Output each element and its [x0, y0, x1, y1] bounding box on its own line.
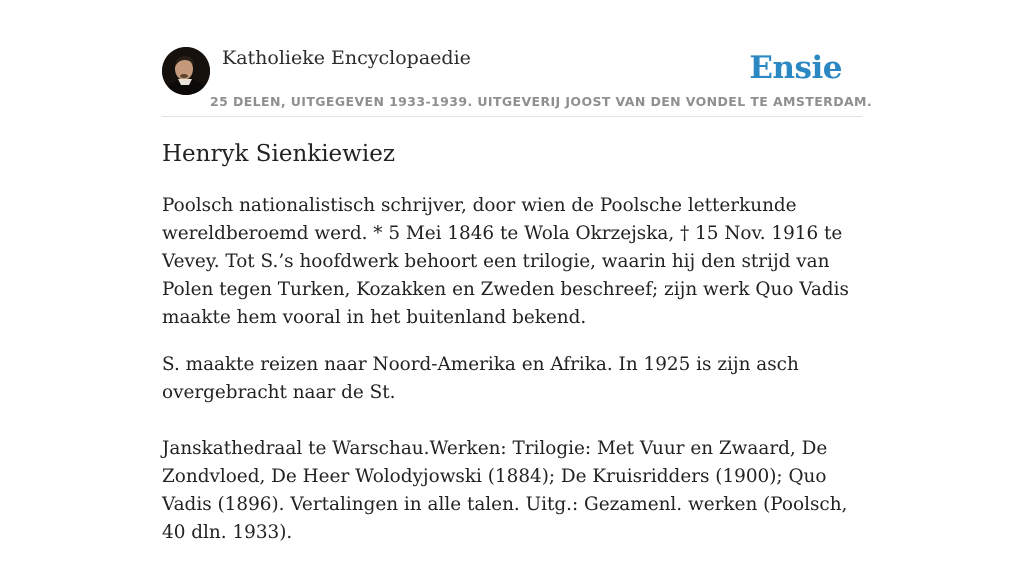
article-paragraph: Poolsch nationalistisch schrijver, door wien de Poolsche letterkunde wereldberoemd werd. * 5 Mei 1846 te Wola Okrzejska, † 15 Nov. 1916 te Vevey. Tot S.’s hoofdwerk behoort een trilogie, waarin hij den strijd van Polen tegen Turken, Kozakken en Zweden beschreef; zijn werk Quo Vadis maakte hem vooral in het buitenland bekend.: [162, 195, 849, 328]
article-paragraph: Janskathedraal te Warschau.Werken: Trilogie: Met Vuur en Zwaard, De Zondvloed, De Heer Wolodyjowski (1884); De Kruisridders (1900); Quo Vadis (1896). Vertalingen in alle talen. Uitg.: Gezamenl. werken (Poolsch, 40 dln. 1933).: [162, 438, 848, 543]
article-title: Henryk Sienkiewiez: [162, 141, 395, 167]
source-meta: 25 DELEN, UITGEGEVEN 1933-1939. UITGEVERIJ JOOST VAN DEN VONDEL TE AMSTERDAM.: [210, 94, 873, 109]
article-paragraph: S. maakte reizen naar Noord-Amerika en Afrika. In 1925 is zijn asch overgebracht naar de St.: [162, 354, 799, 403]
brand-logo[interactable]: Ensie: [749, 50, 842, 86]
portrait-image: [162, 47, 210, 95]
source-title[interactable]: Katholieke Encyclopaedie: [222, 47, 471, 69]
avatar[interactable]: [162, 47, 210, 95]
page-header: [162, 44, 873, 117]
article: [162, 138, 864, 566]
